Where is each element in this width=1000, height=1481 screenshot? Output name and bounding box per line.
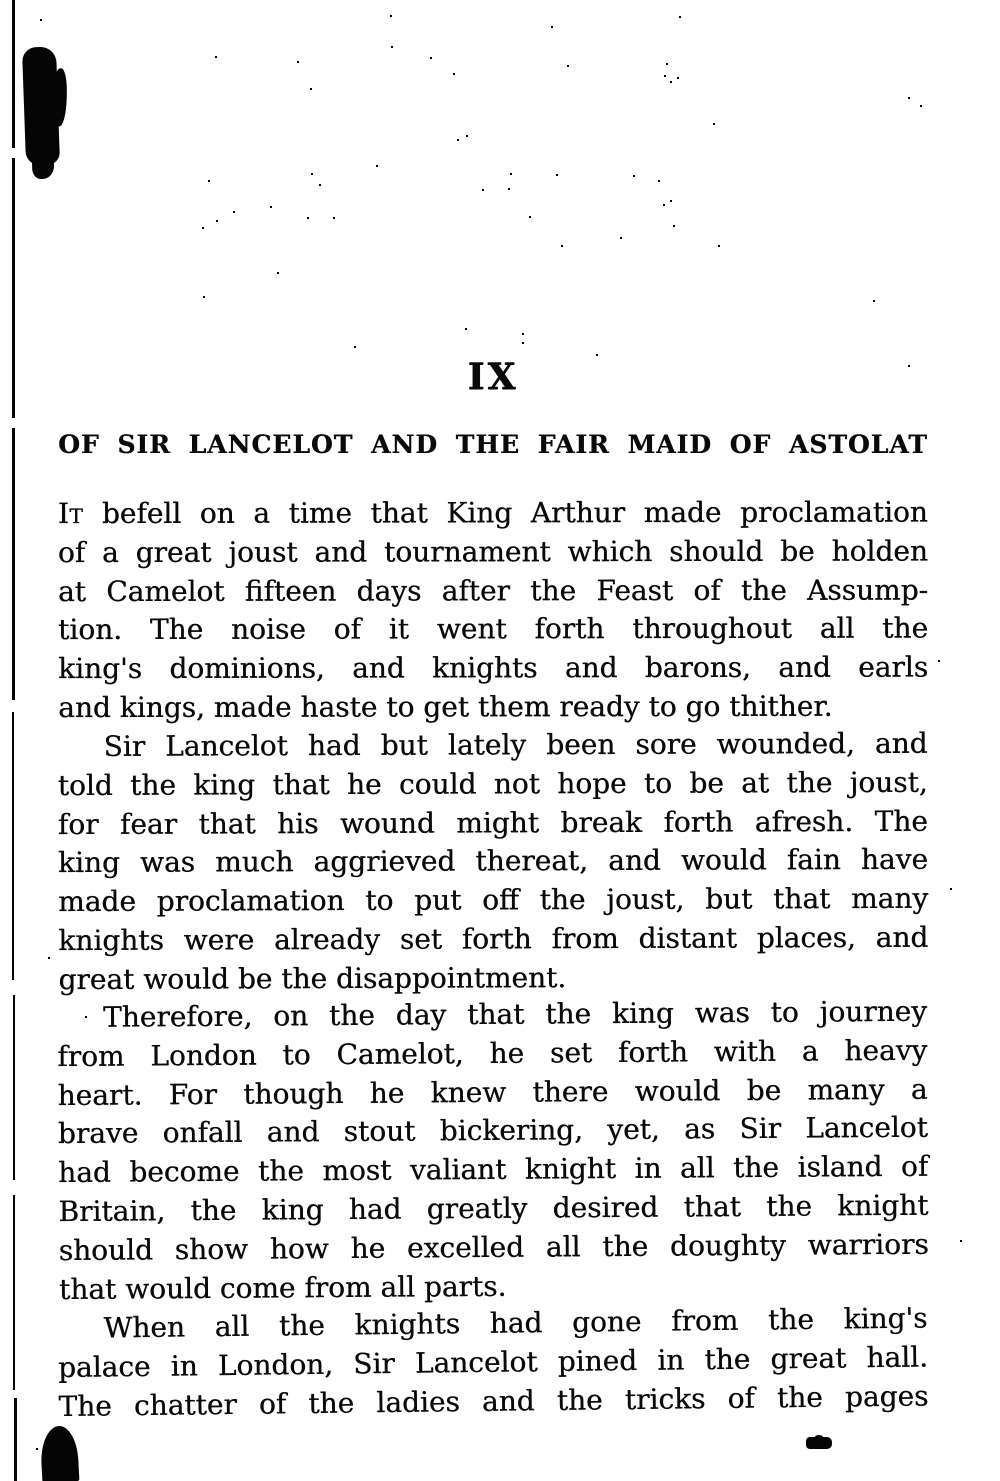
text-line: at Camelot fifteen days after the Feast of the Assump- (57, 573, 928, 608)
ink-blob-bottom-left (40, 1425, 80, 1481)
lead-word: It (57, 496, 84, 531)
text-line: should show how he excelled all the doughty warriors (58, 1227, 929, 1268)
binding-line (13, 995, 15, 1180)
text-line: made proclamation to put off the joust, but that many (58, 881, 929, 918)
ink-blob-top-left (22, 46, 60, 165)
paragraph (58, 493, 928, 727)
text-line: When all the knights had gone from the king's (103, 1301, 928, 1345)
binding-line (12, 158, 15, 418)
binding-line (12, 712, 14, 980)
text-line: Britain, the king had greatly desired that the knight (58, 1188, 929, 1229)
text-line: palace in London, Sir Lancelot pined in the great hall. (57, 1339, 929, 1384)
chapter-title: OF SIR LANCELOT AND THE FAIR MAID OF ASTOLAT (58, 430, 928, 459)
binding-line (14, 1398, 17, 1481)
chapter-number: IX (467, 356, 519, 398)
binding-line (12, 428, 15, 700)
text-line: tion. The noise of it went forth throughout all the (58, 611, 929, 647)
paragraph (57, 993, 929, 1310)
paragraph (57, 1299, 928, 1426)
text-line: Sir Lancelot had but lately been sore wounded, and (103, 726, 928, 763)
body-text (58, 495, 928, 1426)
text-line: The chatter of the ladies and the tricks of the pages (58, 1378, 929, 1423)
text-line: from London to Camelot, he set forth with a heavy (57, 1033, 928, 1074)
text-line: heart. For though he knew there would be many a (57, 1072, 928, 1112)
text-line: had become the most valiant knight in all the island of (58, 1150, 929, 1190)
paragraph (57, 724, 928, 999)
text-line: great would be the disappointment. (58, 960, 567, 996)
text-line: king was much aggrieved thereat, and would fain have (57, 842, 929, 880)
scanner-noise-specks (390, 15, 392, 17)
text-line: knights were already set forth from distant places, and (58, 920, 929, 957)
text-line: brave onfall and stout bickering, yet, as Sir Lancelot (57, 1111, 928, 1151)
binding-line (13, 1195, 15, 1390)
text-line: told the king that he could not hope to be at the joust, (57, 765, 928, 802)
text-line: king's dominions, and knights and barons, and earls (58, 650, 929, 686)
text-line: and kings, made haste to get them ready to go thither. (58, 689, 833, 724)
ink-mark-bottom-right (806, 1437, 832, 1449)
text-line: that would come from all parts. (58, 1269, 507, 1306)
text-line: of a great joust and tournament which should be holden (57, 534, 928, 569)
lead-line-rest: befell on a time that King Arthur made proclamation (101, 495, 928, 530)
text-line: Therefore, on the day that the king was to journey (102, 994, 928, 1035)
text-line (58, 493, 928, 533)
text-line: for fear that his wound might break forth afresh. The (57, 804, 928, 841)
binding-line (12, 0, 15, 148)
